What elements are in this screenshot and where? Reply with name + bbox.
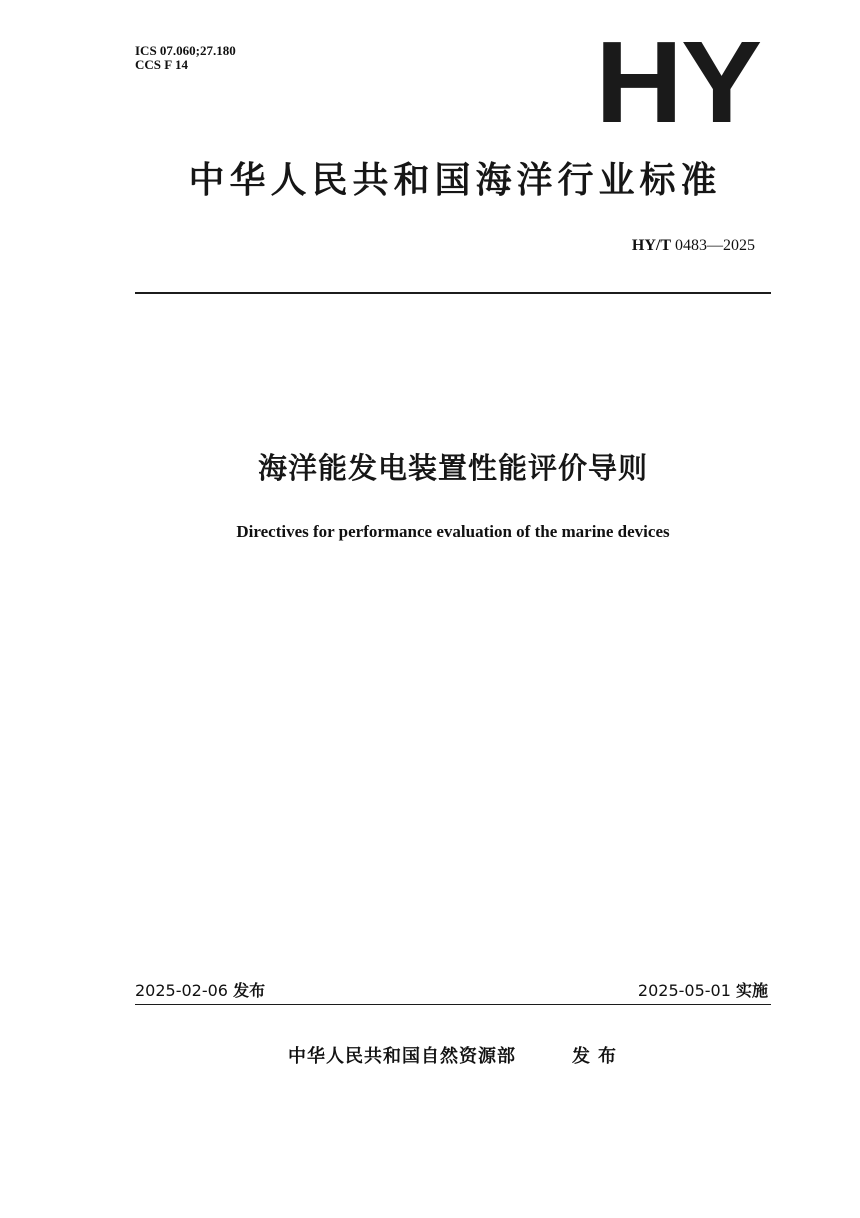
implementation-date-label: 实施 (735, 981, 768, 1000)
hy-logo (560, 17, 760, 147)
standard-number-prefix: HY/T (631, 237, 671, 254)
ccs-code: CCS F 14 (135, 57, 188, 72)
document-title-english: Directives for performance evaluation of the marine devices (236, 522, 670, 541)
issuing-action: 发布 (572, 1046, 624, 1067)
issue-date (135, 981, 265, 1001)
issue-date-value: 2025-02-06 (135, 981, 228, 1000)
issue-date-label: 发布 (233, 981, 266, 1000)
hy-logo-text: HY (594, 17, 760, 147)
standard-category-title: 中华人民共和国海洋行业标准 (188, 160, 722, 201)
issuing-authority: 中华人民共和国自然资源部 (288, 1046, 516, 1067)
ics-code: ICS 07.060;27.180 (135, 43, 236, 58)
implementation-date (638, 981, 768, 1001)
top-divider (135, 292, 771, 294)
implementation-date-value: 2025-05-01 (637, 981, 731, 1000)
bottom-divider (135, 1004, 771, 1005)
standard-number-value: 0483—2025 (671, 237, 755, 254)
standard-number (632, 236, 755, 256)
document-title-chinese: 海洋能发电装置性能评价导则 (257, 451, 648, 485)
